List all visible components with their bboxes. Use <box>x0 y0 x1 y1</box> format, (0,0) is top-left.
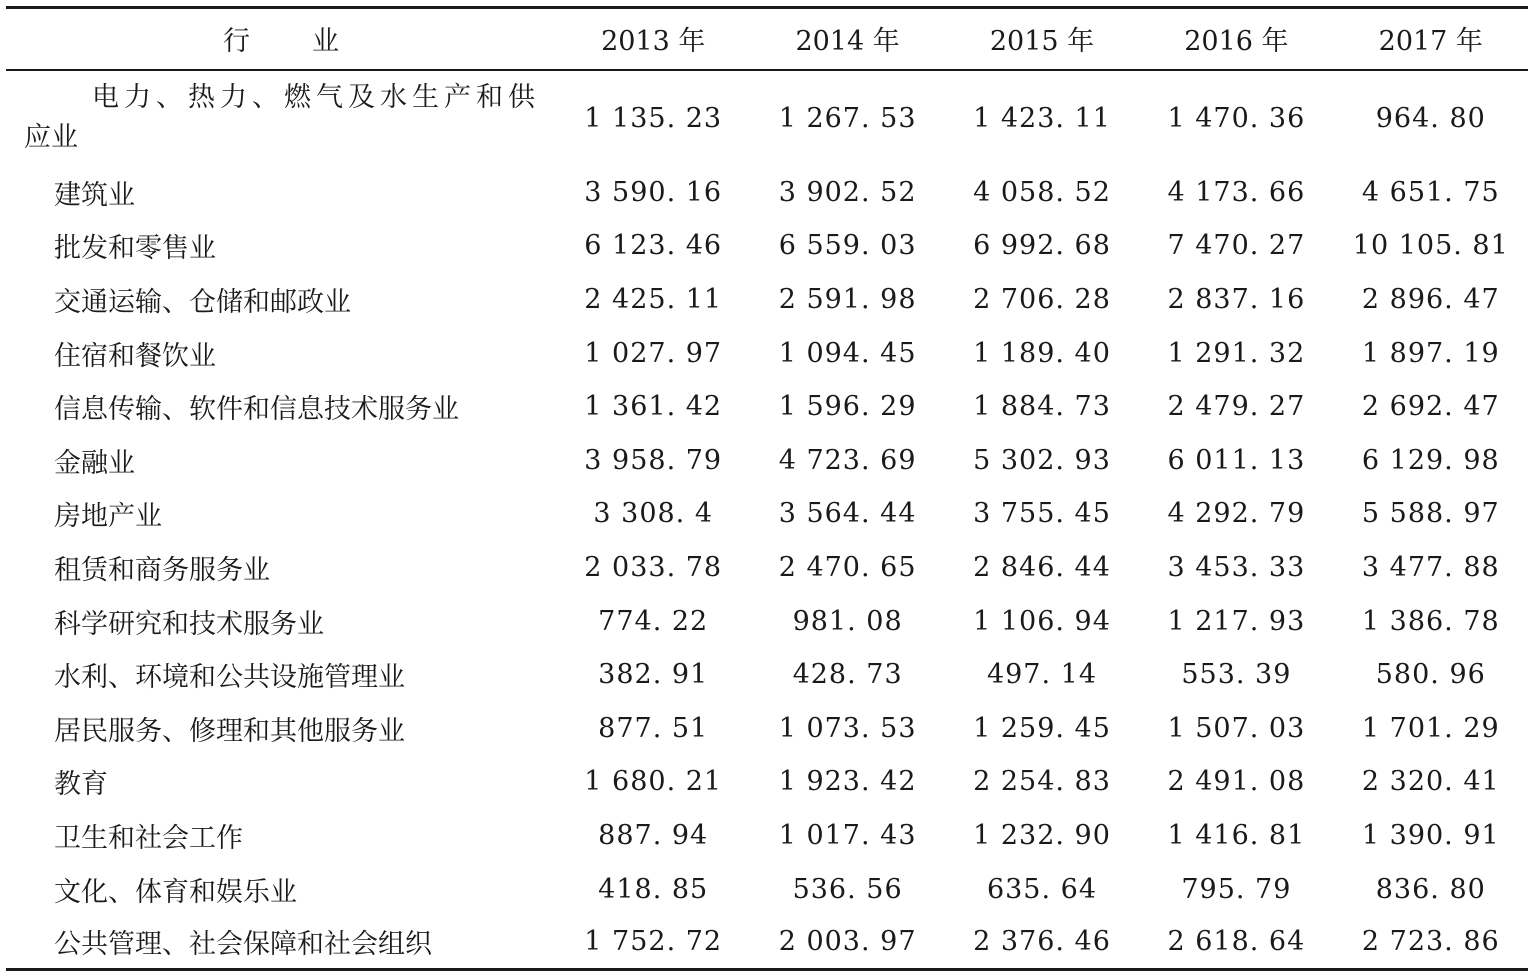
header-industry-char2: 业 <box>312 26 339 58</box>
table-row <box>6 648 1528 702</box>
industry-cell: 批发和零售业 <box>54 233 216 265</box>
table-row <box>6 219 1528 273</box>
table-row <box>6 380 1528 434</box>
value-cell: 382. 91 <box>598 659 709 691</box>
value-cell: 3 958. 79 <box>584 444 723 476</box>
value-cell: 836. 80 <box>1375 873 1486 905</box>
value-cell: 1 267. 53 <box>778 102 917 134</box>
header-industry-char1: 行 <box>223 26 250 58</box>
header-year-2013: 2013 年 <box>556 8 750 70</box>
value-cell: 1 291. 32 <box>1167 337 1306 369</box>
value-cell: 6 992. 68 <box>973 230 1111 262</box>
value-cell: 5 588. 97 <box>1361 498 1500 530</box>
table-row <box>6 594 1528 648</box>
value-cell: 1 027. 97 <box>584 337 723 369</box>
value-cell: 1 135. 23 <box>584 102 723 134</box>
value-cell: 2 837. 16 <box>1167 283 1306 315</box>
value-cell: 2 618. 64 <box>1139 916 1333 970</box>
table-row <box>6 916 1528 970</box>
data-table-container <box>6 6 1528 971</box>
value-cell: 3 308. 4 <box>593 498 714 530</box>
value-cell: 2 376. 46 <box>945 916 1139 970</box>
value-cell: 553. 39 <box>1181 659 1292 691</box>
industry-line2: 应业 <box>24 122 78 153</box>
value-cell: 964. 80 <box>1375 102 1486 134</box>
value-cell: 6 011. 13 <box>1167 444 1306 476</box>
value-cell: 3 590. 16 <box>584 176 723 208</box>
value-cell: 4 723. 69 <box>778 444 917 476</box>
value-cell: 1 680. 21 <box>584 766 723 798</box>
value-cell: 635. 64 <box>986 873 1098 905</box>
industry-cell: 房地产业 <box>54 501 162 533</box>
table-row <box>6 433 1528 487</box>
value-cell: 1 361. 42 <box>584 391 723 423</box>
industry-cell: 科学研究和技术服务业 <box>54 608 324 640</box>
value-cell: 981. 08 <box>792 605 903 637</box>
value-cell: 2 320. 41 <box>1361 766 1500 798</box>
value-cell: 6 559. 03 <box>778 230 917 262</box>
value-cell: 3 755. 45 <box>973 498 1111 530</box>
value-cell: 4 292. 79 <box>1167 498 1306 530</box>
value-cell: 2 723. 86 <box>1334 916 1528 970</box>
value-cell: 1 232. 90 <box>973 819 1111 851</box>
industry-line1: 电力、热力、燃气及水生产和供 <box>92 82 540 113</box>
value-cell: 1 017. 43 <box>778 819 917 851</box>
value-cell: 877. 51 <box>598 712 709 744</box>
table-row <box>6 755 1528 809</box>
table-row <box>6 862 1528 916</box>
value-cell: 2 254. 83 <box>973 766 1111 798</box>
table-row <box>6 701 1528 755</box>
industry-cell: 公共管理、社会保障和社会组织 <box>6 916 556 970</box>
industry-cell: 信息传输、软件和信息技术服务业 <box>54 394 459 426</box>
table-header <box>6 8 1528 70</box>
value-cell: 1 884. 73 <box>973 391 1111 423</box>
value-cell: 1 386. 78 <box>1361 605 1500 637</box>
value-cell: 2 896. 47 <box>1361 283 1500 315</box>
industry-cell: 文化、体育和娱乐业 <box>54 876 297 908</box>
value-cell: 1 470. 36 <box>1167 102 1306 134</box>
value-cell: 418. 85 <box>598 873 709 905</box>
table-row <box>6 326 1528 380</box>
value-cell: 3 477. 88 <box>1361 551 1500 583</box>
value-cell: 5 302. 93 <box>973 444 1111 476</box>
value-cell: 4 173. 66 <box>1167 176 1306 208</box>
industry-cell: 住宿和餐饮业 <box>54 340 216 372</box>
value-cell: 1 416. 81 <box>1167 819 1306 851</box>
industry-data-table <box>6 6 1528 971</box>
value-cell: 10 105. 81 <box>1352 230 1509 262</box>
industry-cell: 水利、环境和公共设施管理业 <box>54 662 405 694</box>
industry-cell <box>6 70 556 166</box>
header-year-2017: 2017 年 <box>1334 8 1528 70</box>
value-cell: 1 701. 29 <box>1361 712 1500 744</box>
value-cell: 2 491. 08 <box>1167 766 1306 798</box>
table-row <box>6 166 1528 220</box>
value-cell: 1 596. 29 <box>778 391 917 423</box>
value-cell: 2 479. 27 <box>1167 391 1306 423</box>
table-body <box>6 70 1528 970</box>
value-cell: 1 217. 93 <box>1167 605 1306 637</box>
value-cell: 2 692. 47 <box>1361 391 1500 423</box>
value-cell: 795. 79 <box>1181 873 1292 905</box>
industry-cell: 建筑业 <box>54 179 135 211</box>
value-cell: 428. 73 <box>792 659 903 691</box>
value-cell: 4 058. 52 <box>973 176 1111 208</box>
value-cell: 1 923. 42 <box>778 766 917 798</box>
value-cell: 1 897. 19 <box>1361 337 1500 369</box>
value-cell: 2 425. 11 <box>584 283 723 315</box>
value-cell: 3 902. 52 <box>778 176 917 208</box>
value-cell: 887. 94 <box>598 819 709 851</box>
value-cell: 774. 22 <box>598 605 709 637</box>
value-cell: 580. 96 <box>1375 659 1486 691</box>
table-row <box>6 70 1528 166</box>
industry-cell: 租赁和商务服务业 <box>54 554 270 586</box>
value-cell: 6 129. 98 <box>1361 444 1500 476</box>
value-cell: 2 003. 97 <box>750 916 944 970</box>
value-cell: 2 706. 28 <box>973 283 1111 315</box>
value-cell: 7 470. 27 <box>1167 230 1306 262</box>
value-cell: 4 651. 75 <box>1361 176 1500 208</box>
value-cell: 2 846. 44 <box>973 551 1111 583</box>
header-row <box>6 8 1528 70</box>
industry-cell: 交通运输、仓储和邮政业 <box>54 286 351 318</box>
header-industry <box>6 8 556 70</box>
value-cell: 1 752. 72 <box>556 916 750 970</box>
value-cell: 536. 56 <box>792 873 903 905</box>
value-cell: 1 390. 91 <box>1361 819 1500 851</box>
header-year-2015: 2015 年 <box>945 8 1139 70</box>
table-row <box>6 809 1528 863</box>
value-cell: 1 189. 40 <box>973 337 1111 369</box>
table-row <box>6 487 1528 541</box>
value-cell: 1 094. 45 <box>778 337 917 369</box>
value-cell: 6 123. 46 <box>584 230 723 262</box>
value-cell: 3 453. 33 <box>1167 551 1306 583</box>
value-cell: 1 259. 45 <box>973 712 1111 744</box>
header-year-2014: 2014 年 <box>750 8 944 70</box>
value-cell: 1 423. 11 <box>973 102 1111 134</box>
value-cell: 1 073. 53 <box>778 712 917 744</box>
industry-cell: 居民服务、修理和其他服务业 <box>54 715 405 747</box>
value-cell: 497. 14 <box>986 659 1098 691</box>
value-cell: 2 470. 65 <box>778 551 917 583</box>
value-cell: 1 106. 94 <box>973 605 1111 637</box>
industry-cell: 卫生和社会工作 <box>54 822 243 854</box>
value-cell: 1 507. 03 <box>1167 712 1306 744</box>
table-row <box>6 273 1528 327</box>
table-row <box>6 541 1528 595</box>
value-cell: 3 564. 44 <box>778 498 917 530</box>
value-cell: 2 591. 98 <box>778 283 917 315</box>
value-cell: 2 033. 78 <box>584 551 723 583</box>
header-year-2016: 2016 年 <box>1139 8 1333 70</box>
industry-cell: 金融业 <box>54 447 135 479</box>
industry-cell: 教育 <box>54 769 108 801</box>
